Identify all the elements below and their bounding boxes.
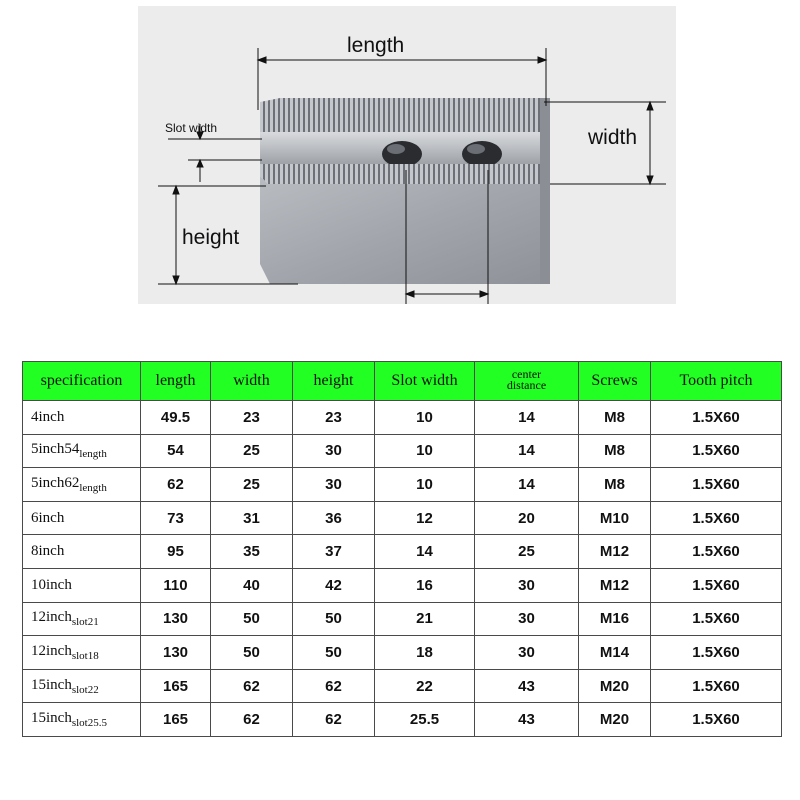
cell-center-distance: 43: [475, 703, 579, 737]
table-row: [23, 468, 782, 502]
cell-height: 30: [293, 468, 375, 502]
cell-width: 25: [211, 434, 293, 468]
header-screws: Screws: [579, 362, 651, 401]
length-dimension-label: length: [347, 34, 405, 57]
width-dimension-label: width: [588, 126, 638, 149]
specification-subscript: length: [79, 448, 107, 461]
header-slot-width: Slot width: [375, 362, 475, 401]
cell-center-distance: 14: [475, 434, 579, 468]
specification-subscript: slot22: [71, 683, 99, 696]
specification-table: [22, 361, 782, 737]
cell-tooth-pitch: 1.5X60: [651, 568, 782, 602]
cell-tooth-pitch: 1.5X60: [651, 703, 782, 737]
table-row: [23, 568, 782, 602]
cell-length: 62: [141, 468, 211, 502]
cell-tooth-pitch: 1.5X60: [651, 669, 782, 703]
cell-slot-width: 14: [375, 535, 475, 569]
cell-center-distance: 14: [475, 468, 579, 502]
specification-text: 12inch: [31, 642, 72, 659]
cell-specification: [23, 703, 141, 737]
cell-specification: [23, 636, 141, 670]
cell-tooth-pitch: 1.5X60: [651, 501, 782, 535]
upper-teeth-ridge: [260, 98, 550, 132]
cell-screws: M10: [579, 501, 651, 535]
cell-specification: [23, 568, 141, 602]
cell-specification: [23, 468, 141, 502]
cell-height: 30: [293, 434, 375, 468]
cell-slot-width: 10: [375, 401, 475, 435]
cell-tooth-pitch: 1.5X60: [651, 535, 782, 569]
cell-height: 50: [293, 602, 375, 636]
cell-slot-width: 21: [375, 602, 475, 636]
cell-height: 23: [293, 401, 375, 435]
height-dimension-label: height: [182, 226, 240, 249]
cell-width: 50: [211, 602, 293, 636]
cell-screws: M16: [579, 602, 651, 636]
specification-text: 5inch54: [31, 441, 80, 458]
cell-slot-width: 10: [375, 434, 475, 468]
cell-specification: [23, 401, 141, 435]
cell-length: 130: [141, 602, 211, 636]
specification-text: 5inch62: [31, 474, 80, 491]
specification-text: 15inch: [31, 710, 72, 727]
specification-subscript: slot25.5: [71, 717, 107, 730]
cell-tooth-pitch: 1.5X60: [651, 602, 782, 636]
specification-subscript: slot18: [71, 649, 99, 662]
cell-length: 54: [141, 434, 211, 468]
table-row: [23, 535, 782, 569]
table-row: [23, 602, 782, 636]
screw-hole-1: [382, 141, 422, 167]
cell-slot-width: 18: [375, 636, 475, 670]
cell-specification: [23, 501, 141, 535]
table-row: [23, 401, 782, 435]
specification-text: 12inch: [31, 609, 72, 626]
cell-slot-width: 25.5: [375, 703, 475, 737]
cell-length: 95: [141, 535, 211, 569]
cell-width: 50: [211, 636, 293, 670]
cell-width: 40: [211, 568, 293, 602]
cell-center-distance: 14: [475, 401, 579, 435]
cell-specification: [23, 669, 141, 703]
table-row: [23, 636, 782, 670]
cell-center-distance: 20: [475, 501, 579, 535]
cell-screws: M14: [579, 636, 651, 670]
cell-height: 62: [293, 669, 375, 703]
cell-height: 62: [293, 703, 375, 737]
cell-width: 35: [211, 535, 293, 569]
header-tooth-pitch: Tooth pitch: [651, 362, 782, 401]
cell-slot-width: 16: [375, 568, 475, 602]
cell-length: 165: [141, 703, 211, 737]
table-header-row: [23, 362, 782, 401]
specification-subscript: length: [79, 481, 107, 494]
cell-specification: [23, 602, 141, 636]
cell-length: 130: [141, 636, 211, 670]
header-center-distance-text: center distance: [506, 366, 547, 392]
cell-center-distance: 30: [475, 636, 579, 670]
jaw-body: [260, 176, 550, 284]
header-height: height: [293, 362, 375, 401]
cell-length: 49.5: [141, 401, 211, 435]
table-row: [23, 501, 782, 535]
specification-subscript: slot21: [71, 616, 99, 629]
cell-specification: [23, 434, 141, 468]
product-photo-panel: [138, 6, 676, 304]
specification-text: 15inch: [31, 676, 72, 693]
header-length: length: [141, 362, 211, 401]
header-width: width: [211, 362, 293, 401]
cell-specification: [23, 535, 141, 569]
cell-screws: M8: [579, 468, 651, 502]
cell-height: 50: [293, 636, 375, 670]
cell-height: 36: [293, 501, 375, 535]
specification-text: 8inch: [31, 543, 65, 560]
cell-screws: M20: [579, 669, 651, 703]
cell-height: 37: [293, 535, 375, 569]
cell-tooth-pitch: 1.5X60: [651, 434, 782, 468]
cell-length: 110: [141, 568, 211, 602]
lower-teeth-ridge: [260, 164, 550, 184]
cell-slot-width: 10: [375, 468, 475, 502]
table-row: [23, 703, 782, 737]
specification-text: 10inch: [31, 576, 72, 593]
cell-screws: M8: [579, 401, 651, 435]
cell-slot-width: 12: [375, 501, 475, 535]
cell-screws: M12: [579, 568, 651, 602]
cell-slot-width: 22: [375, 669, 475, 703]
specification-text: 4inch: [31, 408, 65, 425]
cell-center-distance: 43: [475, 669, 579, 703]
cell-height: 42: [293, 568, 375, 602]
slot-width-dimension-label: Slot width: [165, 121, 218, 135]
header-center-distance: [475, 362, 579, 401]
cell-tooth-pitch: 1.5X60: [651, 401, 782, 435]
cell-center-distance: 30: [475, 568, 579, 602]
table-row: [23, 669, 782, 703]
cell-width: 31: [211, 501, 293, 535]
cell-tooth-pitch: 1.5X60: [651, 468, 782, 502]
cell-width: 23: [211, 401, 293, 435]
cell-width: 25: [211, 468, 293, 502]
header-specification: specification: [23, 362, 141, 401]
screw-hole-2: [462, 141, 502, 167]
cell-tooth-pitch: 1.5X60: [651, 636, 782, 670]
cell-width: 62: [211, 703, 293, 737]
cell-screws: M20: [579, 703, 651, 737]
cell-center-distance: 25: [475, 535, 579, 569]
cell-screws: M8: [579, 434, 651, 468]
cell-width: 62: [211, 669, 293, 703]
cell-length: 73: [141, 501, 211, 535]
soft-jaw-diagram: [138, 6, 676, 304]
cell-screws: M12: [579, 535, 651, 569]
table-row: [23, 434, 782, 468]
cell-center-distance: 30: [475, 602, 579, 636]
cell-length: 165: [141, 669, 211, 703]
specification-text: 6inch: [31, 509, 65, 526]
